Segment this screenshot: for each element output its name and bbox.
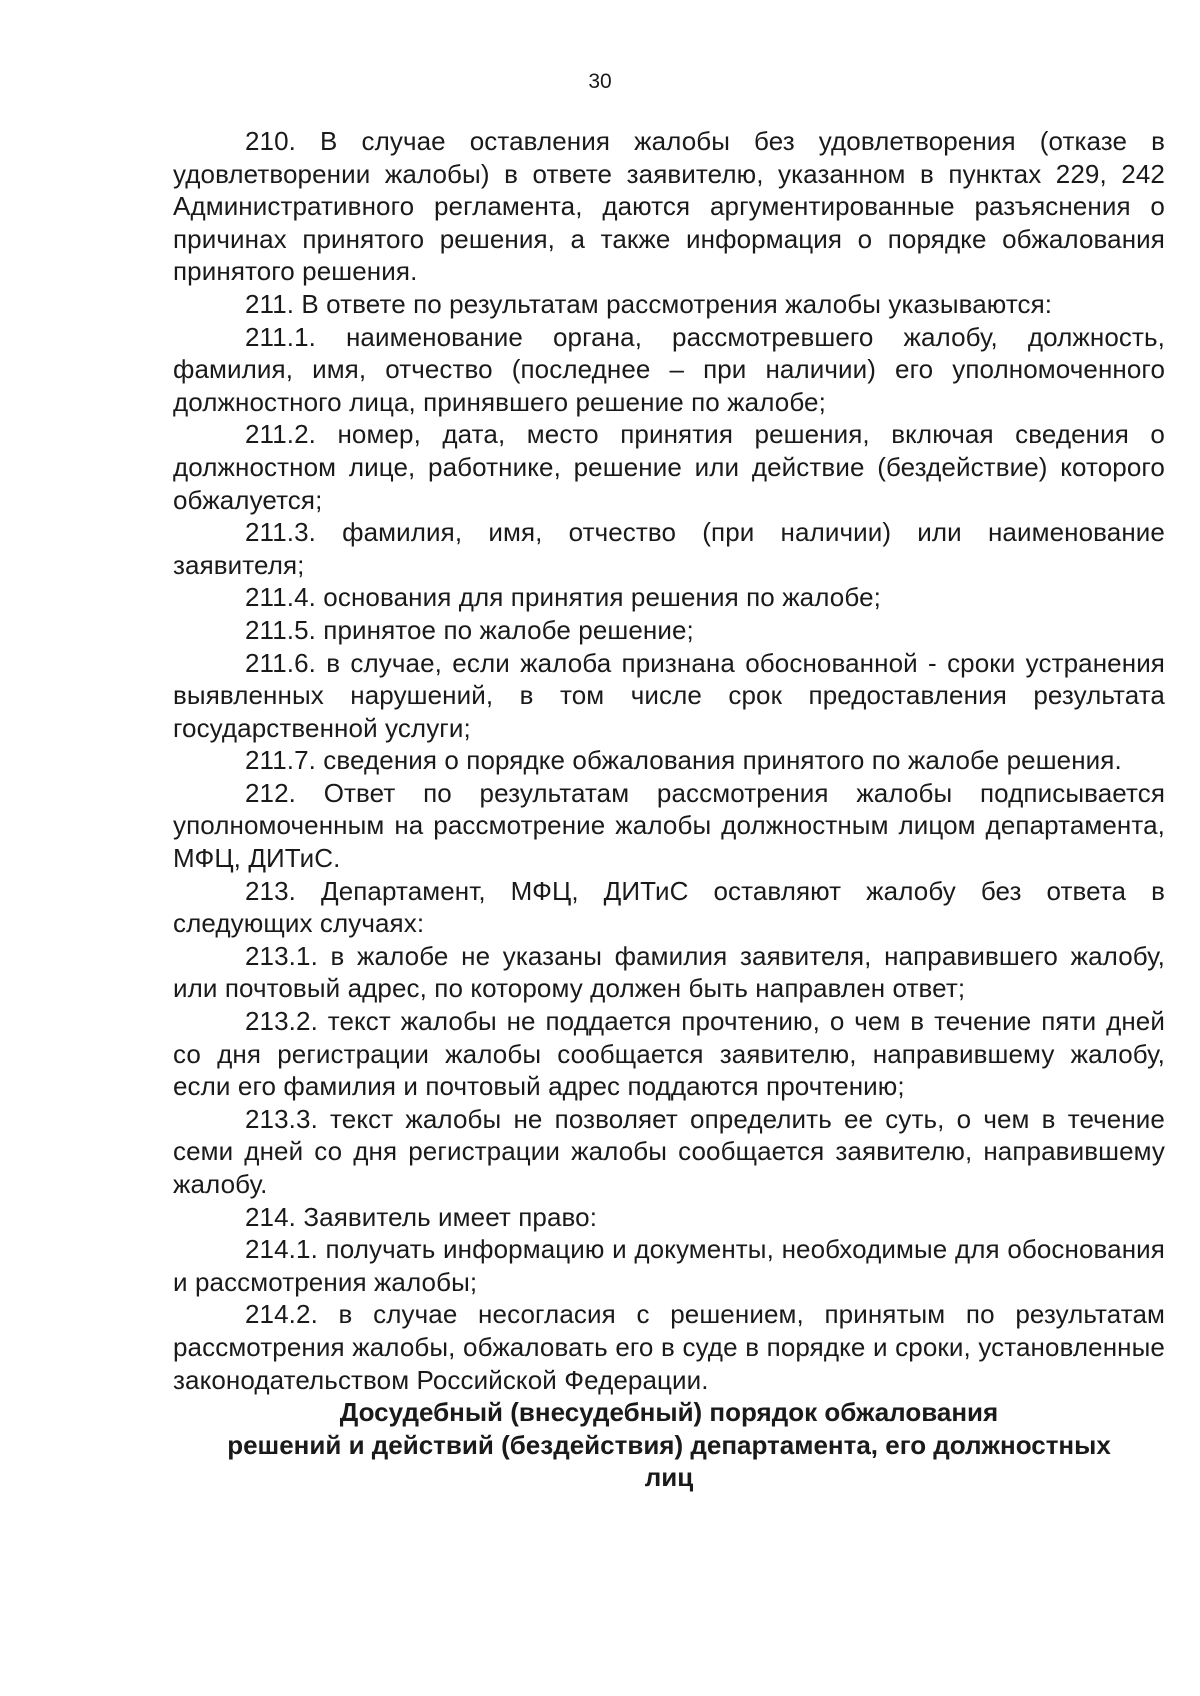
document-body [173, 125, 1165, 1494]
paragraph-211-7: 211.7. сведения о порядке обжалования принятого по жалобе решения. [245, 745, 1122, 776]
paragraph-211-4: 211.4. основания для принятия решения по жалобе; [245, 582, 881, 613]
paragraph-213-3: 213.3. текст жалобы не позволяет определить ее суть, о чем в течение семи дней со дня регистрации жалобы сообщается заявителю, направившему жалобу. [173, 1103, 1165, 1199]
page-number: 30 [588, 70, 612, 93]
section-heading [173, 1396, 1165, 1494]
section-heading-line-3: лиц [644, 1462, 694, 1493]
paragraph-212: 212. Ответ по результатам рассмотрения жалобы подписывается уполномоченным на рассмотрение жалобы должностным лицом департамента, МФЦ, ДИТиС. [173, 777, 1165, 874]
paragraph-211-6: 211.6. в случае, если жалоба признана обоснованной - сроки устранения выявленных нарушений, в том числе срок предоставления результата государственной услуги; [173, 647, 1165, 743]
paragraph-211-5: 211.5. принятое по жалобе решение; [245, 614, 694, 645]
paragraph-211-3: 211.3. фамилия, имя, отчество (при наличии) или наименование заявителя; [173, 517, 1165, 580]
paragraph-214: 214. Заявитель имеет право: [245, 1201, 598, 1232]
paragraph-211-2: 211.2. номер, дата, место принятия решения, включая сведения о должностном лице, работнике, решение или действие (бездействие) которого обжалуется; [173, 419, 1165, 515]
section-heading-line-2: решений и действий (бездействия) департамента, его должностных [227, 1429, 1111, 1460]
paragraph-210: 210. В случае оставления жалобы без удовлетворения (отказе в удовлетворении жалобы) в ответе заявителю, указанном в пунктах 229, 242 Административного регламента, даются аргументированные разъяснения о причинах принятого решения, а также информация о порядке обжалования принятого решения. [173, 126, 1165, 287]
paragraph-213-2: 213.2. текст жалобы не поддается прочтению, о чем в течение пяти дней со дня регистрации жалобы сообщается заявителю, направившему жалобу, если его фамилия и почтовый адрес поддаются прочтению; [173, 1006, 1165, 1102]
paragraph-213-1: 213.1. в жалобе не указаны фамилия заявителя, направившего жалобу, или почтовый адрес, по которому должен быть направлен ответ; [173, 940, 1165, 1004]
paragraph-214-2: 214.2. в случае несогласия с решением, принятым по результатам рассмотрения жалобы, обжаловать его в суде в порядке и сроки, установленные законодательством Российской Федерации. [173, 1299, 1165, 1395]
paragraph-213: 213. Департамент, МФЦ, ДИТиС оставляют жалобу без ответа в следующих случаях: [173, 875, 1165, 939]
paragraph-211: 211. В ответе по результатам рассмотрения жалобы указываются: [245, 288, 1053, 319]
paragraph-214-1: 214.1. получать информацию и документы, необходимые для обоснования и рассмотрения жалобы; [173, 1234, 1165, 1297]
paragraph-211-1: 211.1. наименование органа, рассмотревшего жалобу, должность, фамилия, имя, отчество (последнее – при наличии) его уполномоченного должностного лица, принявшего решение по жалобе; [173, 321, 1165, 417]
section-heading-line-1: Досудебный (внесудебный) порядок обжалования [339, 1397, 999, 1428]
